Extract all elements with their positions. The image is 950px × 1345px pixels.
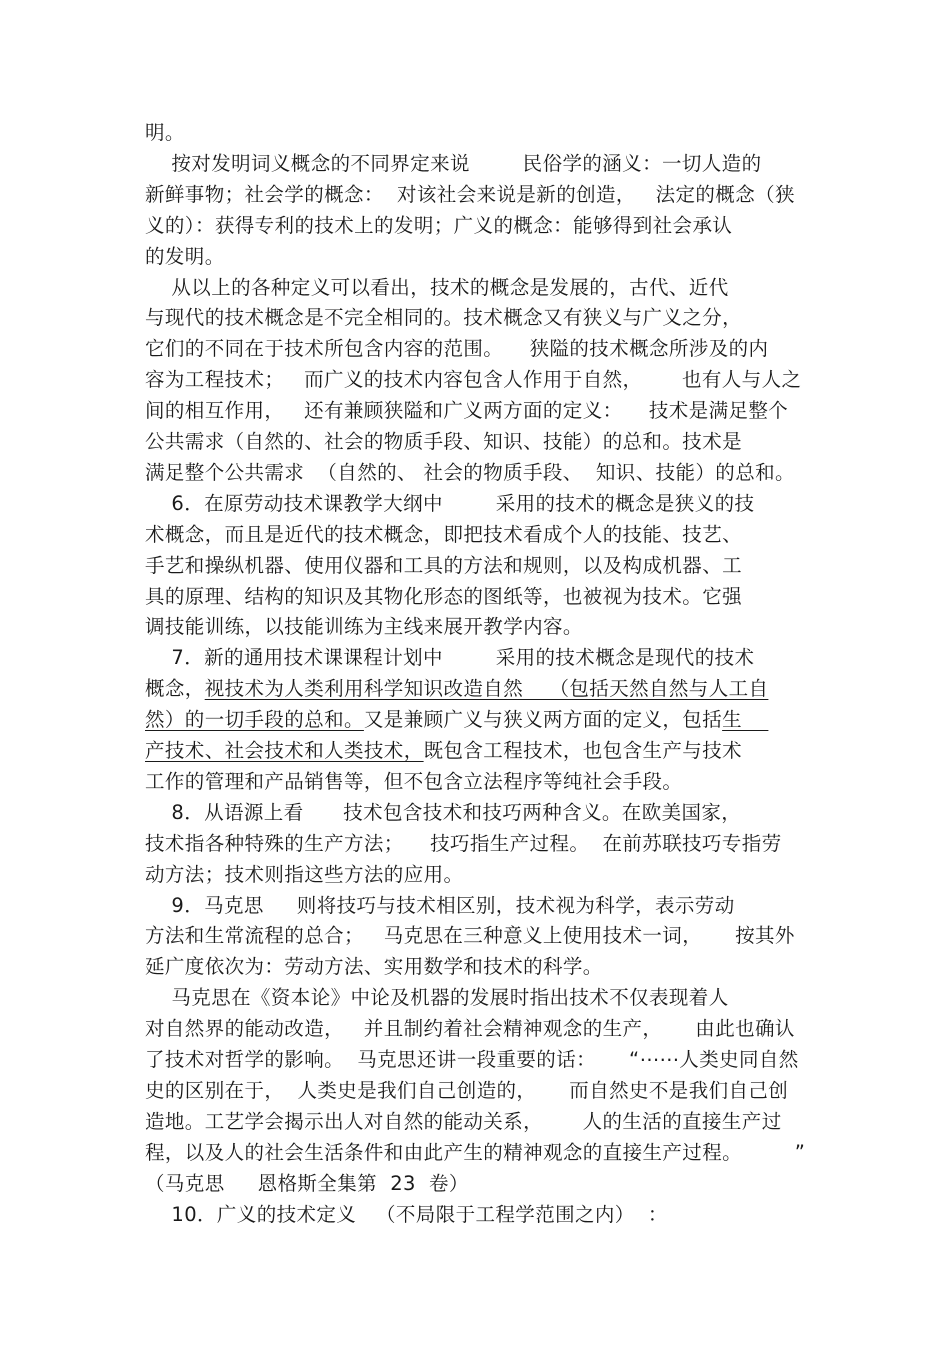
text-span: 术概念，而且是近代的技术概念，即把技术看成个人的技能、技艺、	[145, 522, 743, 546]
text-line	[145, 1045, 799, 1075]
text-line	[145, 674, 768, 704]
text-span: 它们的不同在于技术所包含内容的范围。 狭隘的技术概念所涉及的内	[145, 337, 769, 361]
text-line	[145, 860, 463, 890]
text-line	[145, 891, 735, 921]
text-line	[145, 829, 782, 859]
underlined-text: 产技术、社会技术和人类技术，	[145, 739, 424, 762]
text-line	[145, 983, 729, 1013]
text-line	[145, 1200, 668, 1230]
text-line	[145, 1107, 782, 1137]
text-line	[145, 427, 742, 457]
text-span: （马克思 恩格斯全集第 23 卷）	[145, 1171, 469, 1195]
text-line	[145, 921, 795, 951]
text-span: 公共需求（自然的、社会的物质手段、知识、技能）的总和。技术是	[145, 430, 743, 453]
text-line	[145, 705, 768, 735]
text-line	[145, 458, 795, 488]
text-span: 又是兼顾广义与狭义两方面的定义，包括	[363, 708, 723, 732]
text-line	[145, 612, 583, 642]
text-line	[145, 211, 732, 241]
text-line	[145, 242, 225, 272]
text-line	[145, 365, 801, 395]
text-span: 10．广义的技术定义 （不局限于工程学范围之内） ：	[145, 1202, 668, 1226]
text-span: 从以上的各种定义可以看出，技术的概念是发展的，古代、近代	[145, 275, 729, 299]
text-span: 9．马克思 则将技巧与技术相区别，技术视为科学，表示劳动	[145, 893, 735, 917]
underlined-text: 生	[722, 708, 769, 732]
text-span: 手艺和操纵机器、使用仪器和工具的方法和规则，以及构成机器、工	[145, 553, 743, 577]
text-span: 7．新的通用技术课课程计划中 采用的技术概念是现代的技术	[145, 646, 755, 670]
text-span: 延广度依次为：劳动方法、实用数学和技术的科学。	[145, 955, 603, 979]
text-line	[145, 180, 795, 210]
text-line	[145, 643, 754, 673]
text-span: 造地。工艺学会揭示出人对自然的能动关系， 人的生活的直接生产过	[145, 1109, 782, 1133]
text-span: 技术指各种特殊的生产方法； 技巧指生产过程。 在前苏联技巧专指劳	[145, 831, 782, 855]
text-line	[145, 798, 741, 828]
text-span: 既包含工程技术，也包含生产与技术	[423, 739, 743, 762]
underlined-text: 视技术为人类利用科学知识改造自然 （包括天然自然与人工自	[204, 677, 769, 701]
text-span: 马克思在《资本论》中论及机器的发展时指出技术不仅表现着人	[145, 986, 729, 1010]
underlined-text: 然）的一切手段的总和。	[145, 708, 364, 732]
text-line	[145, 118, 185, 148]
text-span: 8．从语源上看 技术包含技术和技巧两种含义。在欧美国家，	[145, 800, 742, 824]
text-line	[145, 1076, 788, 1106]
text-line	[145, 1014, 795, 1044]
text-span: 调技能训练，以技能训练为主线来展开教学内容。	[145, 615, 583, 639]
text-span: 动方法；技术则指这些方法的应用。	[145, 862, 464, 886]
text-span: 对自然界的能动改造， 并且制约着社会精神观念的生产， 由此也确认	[145, 1017, 795, 1041]
text-line	[145, 520, 742, 550]
text-span: 容为工程技术； 而广义的技术内容包含人作用于自然， 也有人与人之	[145, 368, 802, 392]
text-span: 新鲜事物；社会学的概念： 对该社会来说是新的创造， 法定的概念（狭	[145, 182, 795, 206]
text-span: 明。	[145, 121, 185, 144]
text-span: 工作的管理和产品销售等，但不包含立法程序等纯社会手段。	[145, 769, 683, 793]
text-line	[145, 396, 788, 426]
text-line	[145, 736, 742, 766]
text-span: 程，以及人的社会生活条件和由此产生的精神观念的直接生产过程。 ”	[145, 1140, 806, 1164]
text-line	[145, 273, 729, 303]
text-span: 义的）：获得专利的技术上的发明；广义的概念：能够得到社会承认	[145, 213, 733, 237]
text-line	[145, 1138, 805, 1168]
text-span: 按对发明词义概念的不同界定来说 民俗学的涵义：一切人造的	[145, 151, 762, 175]
text-line	[145, 952, 603, 982]
text-span: 方法和生常流程的总合； 马克思在三种意义上使用技术一词， 按其外	[145, 924, 795, 948]
text-span: 具的原理、结构的知识及其物化形态的图纸等，也被视为技术。它强	[145, 584, 743, 608]
text-span: 的发明。	[145, 244, 225, 268]
text-span: 满足整个公共需求 （自然的、 社会的物质手段、 知识、技能）的总和。	[145, 460, 795, 484]
text-span: 6．在原劳动技术课教学大纲中 采用的技术的概念是狭义的技	[145, 491, 755, 515]
text-span: 概念，	[145, 677, 205, 701]
text-line	[145, 489, 754, 519]
text-line	[145, 149, 761, 179]
text-line	[145, 1169, 469, 1199]
text-span: 间的相互作用， 还有兼顾狭隘和广义两方面的定义： 技术是满足整个	[145, 399, 789, 423]
text-line	[145, 303, 742, 333]
text-span: 了技术对哲学的影响。 马克思还讲一段重要的话： “⋯⋯人类史同自然	[145, 1048, 799, 1071]
text-line	[145, 767, 682, 797]
text-line	[145, 334, 768, 364]
text-line	[145, 551, 742, 581]
text-line	[145, 582, 742, 612]
text-span: 与现代的技术概念是不完全相同的。技术概念又有狭义与广义之分，	[145, 306, 743, 330]
text-span: 史的区别在于， 人类史是我们自己创造的， 而自然史不是我们自己创	[145, 1078, 789, 1102]
